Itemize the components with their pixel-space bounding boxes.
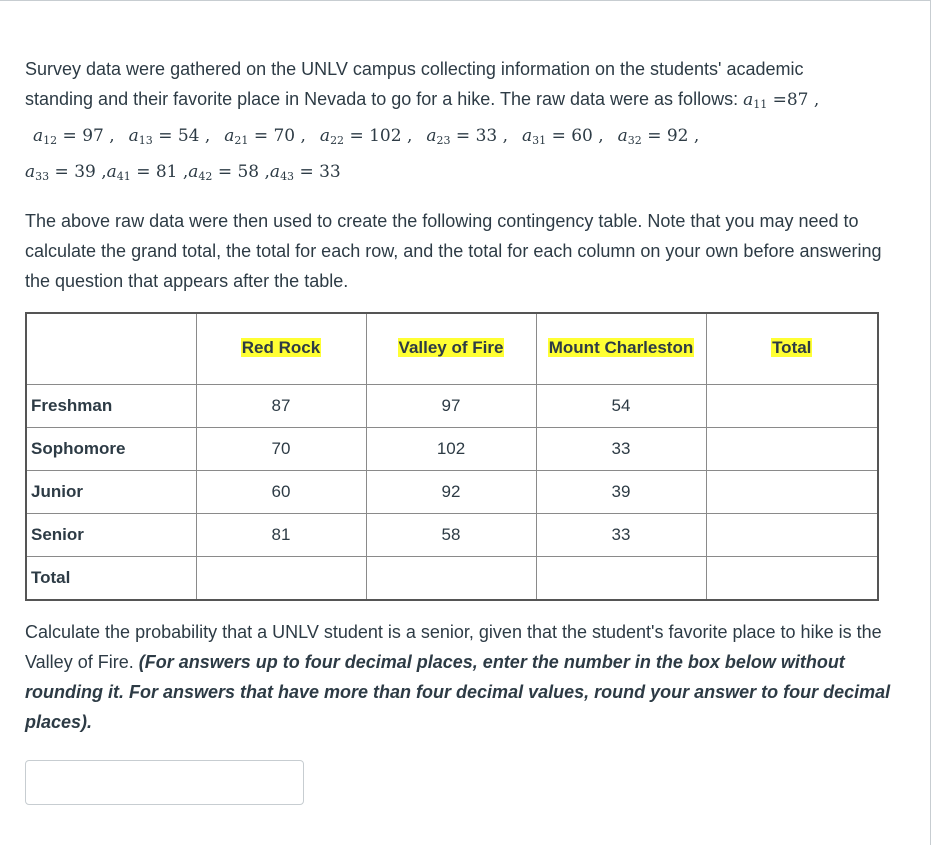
cell-grand-total	[706, 556, 878, 600]
row-label-freshman: Freshman	[26, 384, 196, 427]
header-corner	[26, 313, 196, 384]
raw-value-term: $a_{32} = 92$ ,	[617, 126, 700, 147]
cell-row-total	[706, 470, 878, 513]
cell-value: 33	[536, 427, 706, 470]
raw-value-term: $a_{23} = 33$ ,	[426, 126, 509, 147]
cell-row-total	[706, 427, 878, 470]
cell-column-total	[536, 556, 706, 600]
intro-line1: Survey data were gathered on the UNLV campus collecting information on the students' academic	[25, 59, 804, 79]
raw-value-term: $a_{43} = 33$	[269, 162, 341, 183]
math-a11: $a_{11} =87$ ,	[743, 90, 820, 111]
raw-values-row3	[25, 162, 341, 182]
raw-values-row2	[25, 126, 713, 146]
row-label-junior: Junior	[26, 470, 196, 513]
cell-value: 58	[366, 513, 536, 556]
cell-value: 81	[196, 513, 366, 556]
header-mount-charleston: Mount Charleston	[536, 313, 706, 384]
question-content	[25, 54, 895, 737]
raw-value-term: $a_{21} = 70$ ,	[224, 126, 306, 147]
intro-line2: standing and their favorite place in Nevada to go for a hike. The raw data were as follows:	[25, 89, 744, 109]
table-row	[26, 470, 878, 513]
table-row	[26, 427, 878, 470]
header-red-rock: Red Rock	[196, 313, 366, 384]
question-text	[25, 617, 895, 737]
cell-row-total	[706, 513, 878, 556]
intro-paragraph	[25, 54, 895, 192]
row-label-senior: Senior	[26, 513, 196, 556]
raw-value-term: $a_{33} = 39$ ,	[25, 162, 107, 183]
cell-value: 33	[536, 513, 706, 556]
table-row	[26, 513, 878, 556]
raw-value-term: $a_{12} = 97$ ,	[33, 126, 115, 147]
row-label-sophomore: Sophomore	[26, 427, 196, 470]
cell-column-total	[196, 556, 366, 600]
cell-value: 87	[196, 384, 366, 427]
raw-value-term: $a_{41} = 81$ ,	[106, 162, 189, 183]
cell-value: 70	[196, 427, 366, 470]
question-instruction: (For answers up to four decimal places, enter the number in the box below without rounding it. For answers that have more than four decimal values, round your answer to four decimal places).	[25, 651, 891, 732]
table-intro: The above raw data were then used to create the following contingency table. Note that you may need to calculate the grand total, the total for each row, and the total for each column on your own before answering the question that appears after the table.	[25, 211, 882, 291]
cell-value: 39	[536, 470, 706, 513]
raw-value-term: $a_{22} = 102$ ,	[319, 126, 413, 147]
cell-value: 92	[366, 470, 536, 513]
contingency-table	[25, 312, 879, 601]
table-header-row	[26, 313, 878, 384]
row-label-total: Total	[26, 556, 196, 600]
cell-column-total	[366, 556, 536, 600]
raw-value-term: $a_{13} = 54$ ,	[128, 126, 211, 147]
raw-value-term: $a_{42} = 58$ ,	[188, 162, 270, 183]
cell-row-total	[706, 384, 878, 427]
cell-value: 102	[366, 427, 536, 470]
cell-value: 97	[366, 384, 536, 427]
table-total-row	[26, 556, 878, 600]
table-row	[26, 384, 878, 427]
cell-value: 60	[196, 470, 366, 513]
header-valley-of-fire: Valley of Fire	[366, 313, 536, 384]
answer-input[interactable]	[25, 760, 304, 805]
header-total: Total	[706, 313, 878, 384]
raw-value-term: $a_{31} = 60$ ,	[522, 126, 604, 147]
question-prompt: Calculate the probability that a UNLV student is a senior, given that the student's favorite place to hike is the Valley of Fire.	[25, 621, 882, 672]
cell-value: 54	[536, 384, 706, 427]
